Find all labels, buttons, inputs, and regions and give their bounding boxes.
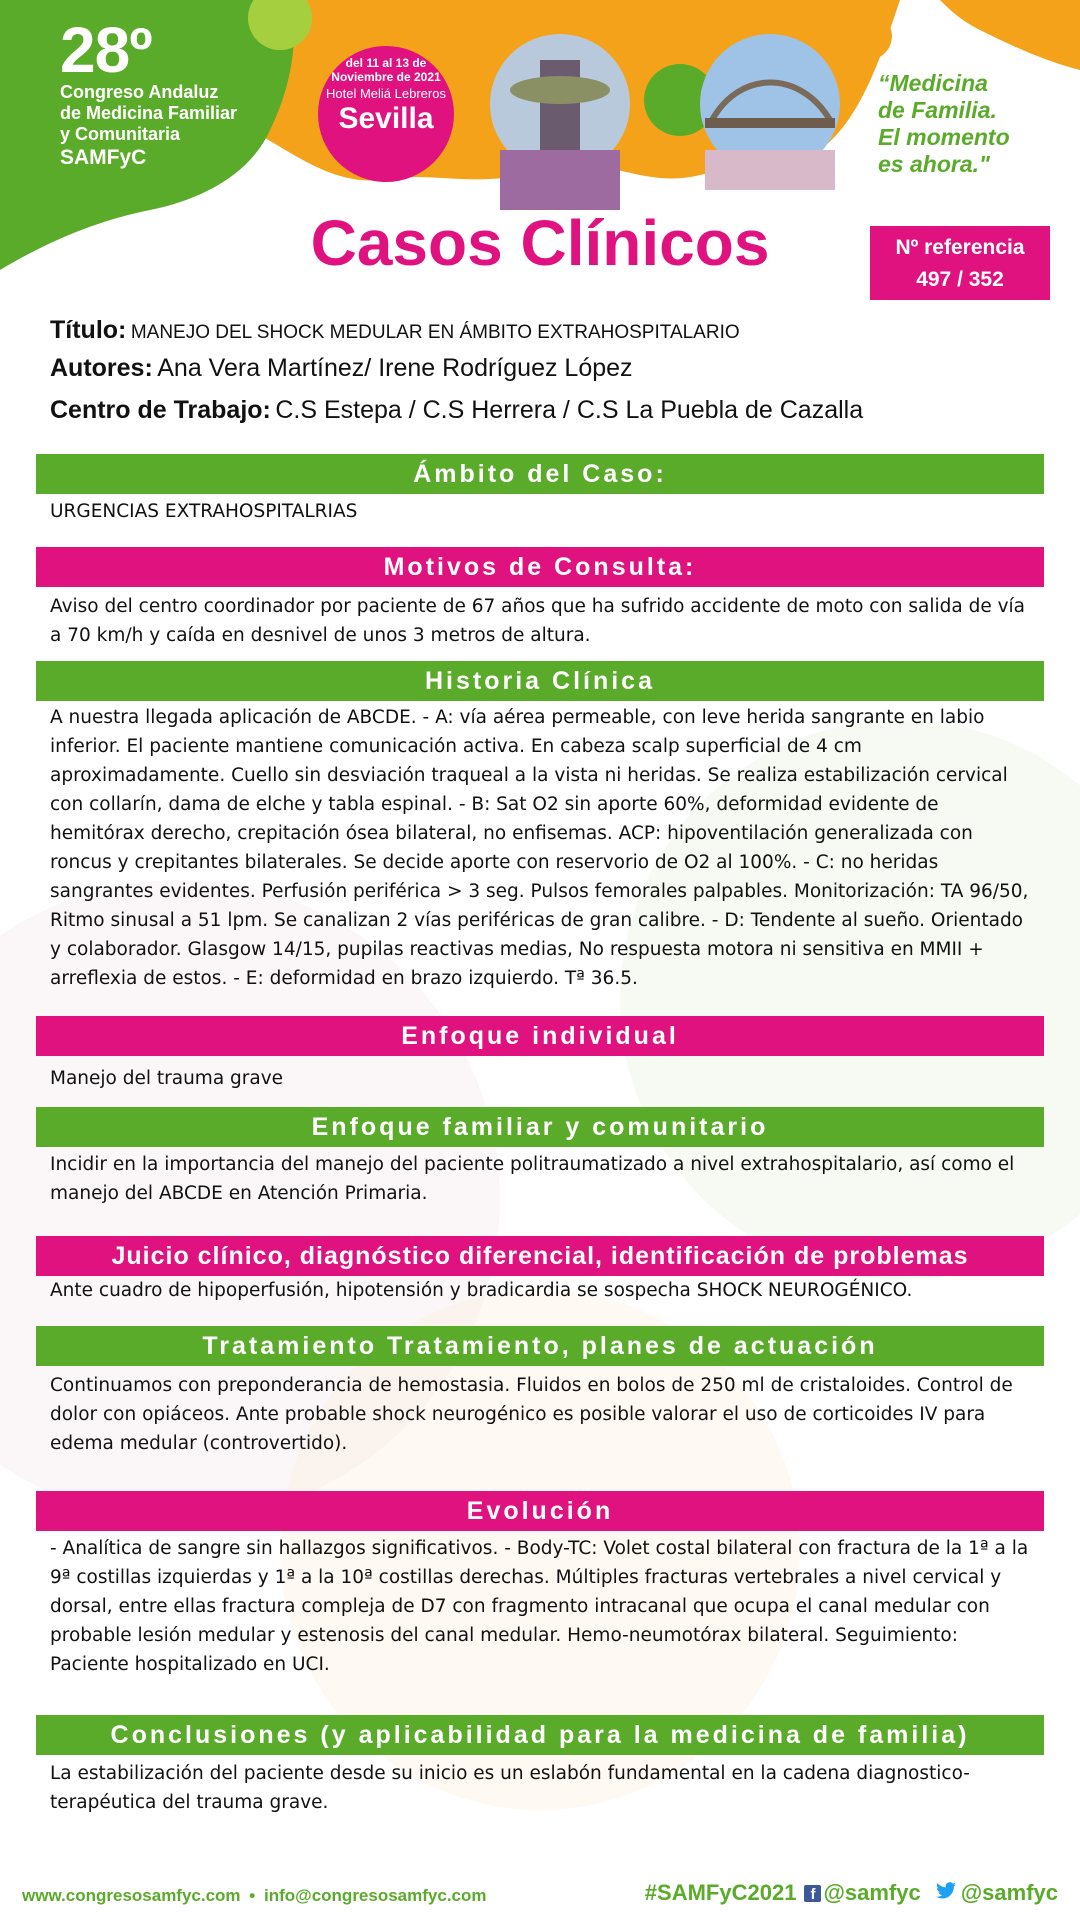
twitter-handle[interactable]: @samfyc xyxy=(960,1880,1058,1905)
hashtag: #SAMFyC2021 xyxy=(644,1880,797,1905)
centro-value: C.S Estepa / C.S Herrera / C.S La Puebla de Cazalla xyxy=(275,396,864,424)
email-link[interactable]: info@congresosamfyc.com xyxy=(263,1886,487,1905)
section-header-historia: Historia Clínica xyxy=(36,661,1044,701)
case-meta xyxy=(50,312,863,436)
page-title: Casos Clínicos xyxy=(310,207,770,279)
section-text-conclusiones: La estabilización del paciente desde su inicio es un eslabón fundamental en la cadena diagnostico-terapéutica del trauma grave. xyxy=(50,1763,970,1813)
website-link[interactable]: www.congresosamfyc.com xyxy=(22,1886,241,1905)
section-text-historia: A nuestra llegada aplicación de ABCDE. - A: vía aérea permeable, con leve herida sangrante en labio inferior. El paciente mantiene comunicación activa. En cabeza scalp superficial de 4 cm aproximadamente. Cuello sin desviación traqueal a la vista ni heridas. Se realiza estabilización cervical con collarín, dama de elche y tabla espinal. - B: Sat O2 sin aporte 60%, deformidad evidente de hemitórax derecho, crepitación ósea bilateral, no enfisemas. ACP: hipoventilación generalizada con roncus y crepitantes bilaterales. Se decide aporte con reservorio de O2 al 100%. - C: no heridas sangrantes evidentes. Perfusión periférica > 3 seg. Pulsos femorales palpables. Monitorización: TA 96/50, Ritmo sinusal a 51 lpm. Se canalizan 2 vías periféricas de gran calibre. - D: Tendente al sueño. Orientado y colaborador. Glasgow 14/15, pupilas reactivas medias, No respuesta motora ni sensitiva en MMII + arreflexia de estos. - E: deformidad en brazo izquierdo. Tª 36.5. xyxy=(50,707,1029,989)
section-text-motivos: Aviso del centro coordinador por paciente de 67 años que ha sufrido accidente de moto con salida de vía a 70 km/h y caída en desnivel de unos 3 metros de altura. xyxy=(50,596,1026,646)
autores-row xyxy=(50,352,863,388)
dates-line-1: del 11 al 13 de xyxy=(345,56,427,70)
section-text-juicio: Ante cuadro de hipoperfusión, hipotensión y bradicardia se sospecha SHOCK NEUROGÉNICO. xyxy=(50,1280,913,1301)
section-header-enfoque-individual: Enfoque individual xyxy=(36,1016,1044,1056)
dates-line-2: Noviembre de 2021 xyxy=(331,70,441,84)
facebook-icon: f xyxy=(804,1885,821,1902)
facebook-handle[interactable]: @samfyc xyxy=(823,1880,921,1905)
section-header-juicio: Juicio clínico, diagnóstico diferencial, identificación de problemas xyxy=(36,1236,1044,1276)
autores-label: Autores: xyxy=(50,354,153,382)
slogan-line-1: “Medicina xyxy=(878,70,988,96)
section-header-evolucion: Evolución xyxy=(36,1491,1044,1531)
section-header-enfoque-familiar: Enfoque familiar y comunitario xyxy=(36,1107,1044,1147)
congress-org: SAMFyC xyxy=(60,146,147,169)
titulo-row xyxy=(50,312,863,352)
section-text-evolucion: - Analítica de sangre sin hallazgos significativos. - Body-TC: Volet costal bilateral con fractura de la 1ª a la 9ª costillas izquierdas y 1ª a la 10ª costillas derechas. Múltiples fracturas vertebrales a nivel cervical y dorsal, entre ellas fractura compleja de D7 con fragmento intracanal que ocupa el canal medular con probable lesión medular y estenosis del canal medular. Hemo-neumotórax bilateral. Seguimiento: Paciente hospitalizado en UCI. xyxy=(50,1538,1029,1675)
reference-label: Nº referencia xyxy=(895,236,1025,259)
reference-box xyxy=(870,226,1050,300)
section-header-ambito: Ámbito del Caso: xyxy=(36,454,1044,494)
slogan xyxy=(878,70,1010,178)
twitter-icon xyxy=(935,1880,957,1906)
congress-title xyxy=(60,14,238,171)
section-text-enfoque-individual: Manejo del trauma grave xyxy=(50,1068,284,1089)
section-header-conclusiones: Conclusiones (y aplicabilidad para la medicina de familia) xyxy=(36,1715,1044,1755)
reference-value: 497 / 352 xyxy=(916,268,1004,291)
congress-line-2: de Medicina Familiar xyxy=(60,103,238,123)
city-name: Sevilla xyxy=(338,102,434,135)
congress-number: 28º xyxy=(60,14,152,86)
hotel-name: Hotel Meliá Lebreros xyxy=(326,86,446,101)
congress-line-1: Congreso Andaluz xyxy=(60,82,219,102)
slogan-line-3: El momento xyxy=(878,124,1010,150)
section-header-tratamiento: Tratamiento Tratamiento, planes de actuación xyxy=(36,1326,1044,1366)
section-header-motivos: Motivos de Consulta: xyxy=(36,547,1044,587)
slogan-line-4: es ahora." xyxy=(878,151,990,177)
centro-label: Centro de Trabajo: xyxy=(50,396,271,424)
venue-badge xyxy=(318,46,454,182)
bridge-photo xyxy=(700,34,840,190)
section-text-enfoque-familiar: Incidir en la importancia del manejo del paciente politraumatizado a nivel extrahospitalario, así como el manejo del ABCDE en Atención Primaria. xyxy=(50,1154,1015,1204)
titulo-value: MANEJO DEL SHOCK MEDULAR EN ÁMBITO EXTRAHOSPITALARIO xyxy=(130,322,740,343)
footer-contact xyxy=(22,1886,487,1906)
section-text-ambito: URGENCIAS EXTRAHOSPITALRIAS xyxy=(50,501,358,522)
section-text-tratamiento: Continuamos con preponderancia de hemostasia. Fluidos en bolos de 250 ml de cristaloides. Control de dolor con opiáceos. Ante probable shock neurogénico es posible valorar el uso de corticoides IV para edema medular (controvertido). xyxy=(50,1375,1013,1454)
footer-social xyxy=(645,1880,1058,1906)
congress-line-3: y Comunitaria xyxy=(60,124,181,144)
slogan-line-2: de Familia. xyxy=(878,97,997,123)
autores-value: Ana Vera Martínez/ Irene Rodríguez López xyxy=(157,354,633,382)
titulo-label: Título: xyxy=(50,316,127,344)
centro-row xyxy=(50,388,863,436)
statue-photo xyxy=(490,34,630,210)
footer-separator: • xyxy=(249,1886,256,1905)
